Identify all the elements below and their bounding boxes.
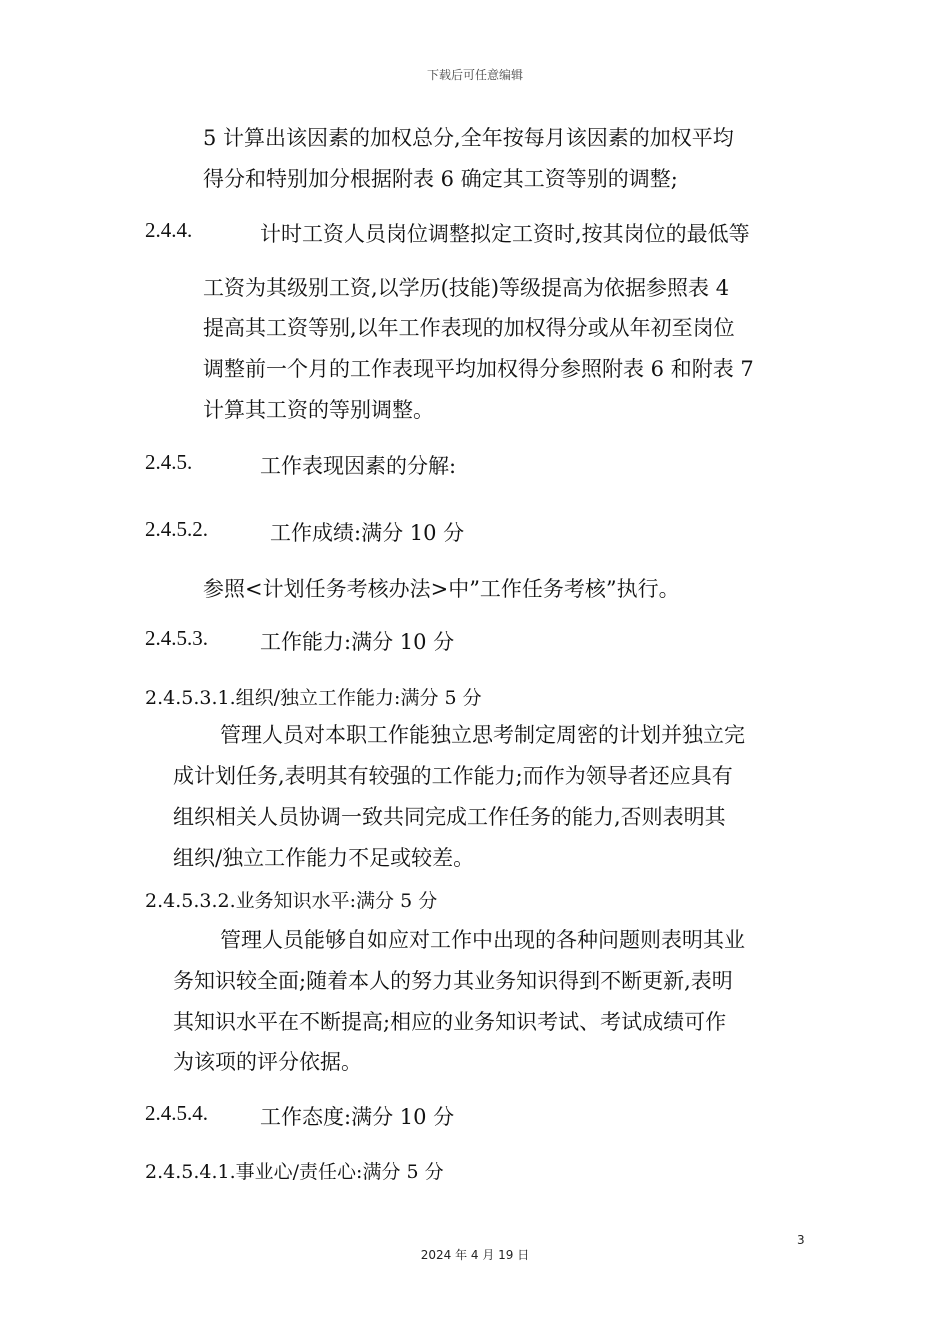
paragraph-line: 5 计算出该因素的加权总分,全年按每月该因素的加权平均 — [203, 126, 734, 150]
paragraph-line: 提高其工资等别,以年工作表现的加权得分或从年初至岗位 — [203, 316, 735, 340]
subsection-title: 2.4.5.3.1.组织/独立工作能力:满分 5 分 — [145, 687, 482, 709]
section-number: 2.4.5. — [145, 450, 193, 474]
section-text: 工作表现因素的分解: — [260, 454, 457, 478]
subsection-title: 2.4.5.3.2.业务知识水平:满分 5 分 — [145, 890, 438, 912]
section-text: 工作成绩:满分 10 分 — [270, 521, 465, 545]
section-text: 工作能力:满分 10 分 — [260, 630, 455, 654]
paragraph-line: 成计划任务,表明其有较强的工作能力;而作为领导者还应具有 — [173, 764, 733, 788]
section-number: 2.4.5.2. — [145, 517, 208, 541]
paragraph-line: 得分和特别加分根据附表 6 确定其工资等别的调整; — [203, 167, 678, 191]
page-number: 3 — [797, 1233, 805, 1247]
paragraph-line: 计算其工资的等别调整。 — [203, 398, 434, 422]
page-header: 下载后可任意编辑 — [426, 68, 523, 82]
paragraph-line: 管理人员能够自如应对工作中出现的各种问题则表明其业 — [220, 928, 745, 952]
section-text: 计时工资人员岗位调整拟定工资时,按其岗位的最低等 — [260, 222, 750, 246]
footer-date: 2024 年 4 月 19 日 — [420, 1248, 530, 1262]
section-text: 工作态度:满分 10 分 — [260, 1105, 455, 1129]
paragraph-line: 工资为其级别工资,以学历(技能)等级提高为依据参照表 4 — [203, 276, 730, 300]
section-number: 2.4.5.3. — [145, 626, 208, 650]
paragraph-line: 组织/独立工作能力不足或较差。 — [173, 846, 475, 870]
paragraph-line: 组织相关人员协调一致共同完成工作任务的能力,否则表明其 — [173, 805, 726, 829]
paragraph-line: 务知识较全面;随着本人的努力其业务知识得到不断更新,表明 — [173, 969, 733, 993]
section-number: 2.4.4. — [145, 218, 193, 242]
paragraph-line: 其知识水平在不断提高;相应的业务知识考试、考试成绩可作 — [173, 1010, 727, 1034]
subsection-title: 2.4.5.4.1.事业心/责任心:满分 5 分 — [145, 1161, 444, 1183]
paragraph-line: 管理人员对本职工作能独立思考制定周密的计划并独立完 — [220, 723, 745, 747]
paragraph-line: 为该项的评分依据。 — [173, 1050, 362, 1074]
section-number: 2.4.5.4. — [145, 1101, 208, 1125]
paragraph-line: 参照<计划任务考核办法>中”工作任务考核”执行。 — [203, 577, 680, 601]
paragraph-line: 调整前一个月的工作表现平均加权得分参照附表 6 和附表 7 — [203, 357, 754, 381]
